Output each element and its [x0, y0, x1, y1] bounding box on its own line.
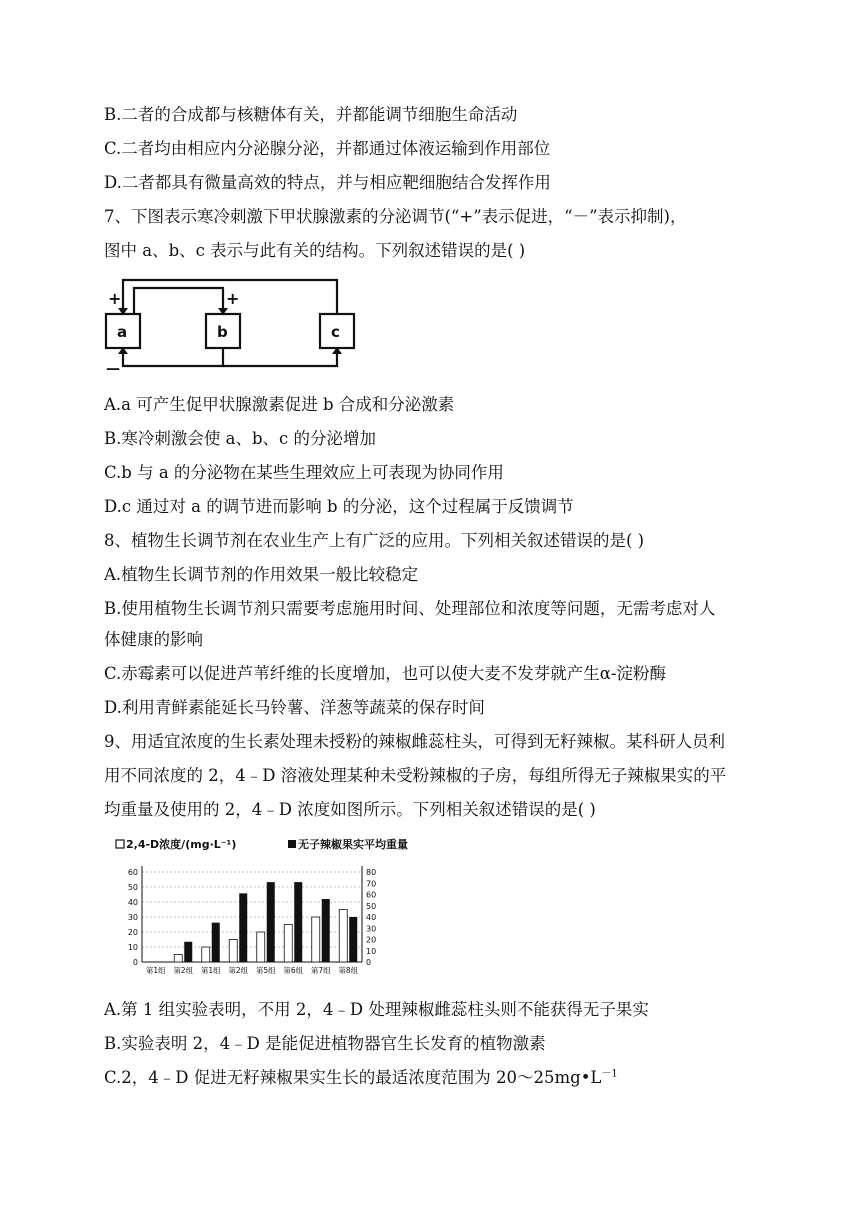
- bar-weight: [239, 893, 247, 962]
- diagram-svg: [100, 274, 370, 378]
- left-tick-label: 50: [127, 883, 138, 892]
- right-tick-label: 60: [366, 890, 377, 900]
- legend-swatch-concentration: [116, 840, 124, 848]
- option-line: B.寒冷刺激会使 a、b、c 的分泌增加: [104, 429, 377, 448]
- b-to-c-line: [223, 352, 337, 366]
- bar-concentration: [339, 910, 347, 963]
- left-tick-label: 60: [127, 868, 138, 877]
- x-tick-label: 第2组: [173, 966, 194, 975]
- legend-label-weight: 无子辣椒果实平均重量: [298, 838, 408, 851]
- x-tick-label: 第5组: [255, 966, 276, 975]
- plus-sign-b: +: [226, 289, 240, 308]
- x-tick-label: 第8组: [338, 966, 359, 975]
- option-line: C.赤霉素可以促进芦苇纤维的长度增加，也可以使大麦不发芽就产生α-淀粉酶: [104, 664, 666, 683]
- option-line: A.a 可产生促甲状腺激素促进 b 合成和分泌激素: [104, 395, 455, 414]
- bar-weight: [212, 923, 220, 962]
- x-tick-label: 第1组: [145, 966, 166, 975]
- option-line: D.c 通过对 a 的调节进而影响 b 的分泌，这个过程属于反馈调节: [104, 497, 574, 516]
- x-tick-label: 第7组: [310, 966, 331, 975]
- option-line: D.利用青鲜素能延长马铃薯、洋葱等蔬菜的保存时间: [104, 698, 485, 717]
- right-tick-label: 30: [366, 924, 377, 934]
- bar-concentration: [312, 917, 320, 962]
- option-line: C.b 与 a 的分泌物在某些生理效应上可表现为协同作用: [104, 463, 504, 482]
- right-tick-label: 70: [366, 879, 377, 889]
- legend-swatch-weight: [288, 840, 296, 848]
- bar-concentration: [174, 955, 182, 963]
- a-to-b-arrow: [134, 288, 223, 314]
- right-tick-label: 40: [366, 913, 377, 922]
- question-7-stem: 图中 a、b、c 表示与此有关的结构。下列叙述错误的是( ): [104, 241, 526, 260]
- left-tick-label: 0: [132, 958, 138, 967]
- bar-weight: [349, 917, 357, 962]
- left-tick-label: 20: [127, 928, 138, 937]
- option-line: B.二者的合成都与核糖体有关，并都能调节细胞生命活动: [104, 105, 518, 124]
- bar-concentration: [257, 932, 265, 962]
- bar-concentration: [284, 925, 292, 963]
- left-tick-label: 10: [127, 943, 138, 952]
- chart-svg: [110, 830, 446, 980]
- right-tick-label: 10: [366, 946, 377, 956]
- x-tick-label: 第1组: [200, 966, 221, 975]
- left-tick-label: 30: [127, 913, 138, 922]
- x-tick-label: 第6组: [283, 966, 304, 975]
- label-a: a: [117, 323, 128, 341]
- bar-concentration: [229, 940, 237, 963]
- minus-sign: —: [106, 361, 120, 377]
- option-line: C.二者均由相应内分泌腺分泌，并都通过体液运输到作用部位: [104, 139, 551, 158]
- legend-label-concentration: 2,4-D浓度/(mg·L⁻¹): [126, 838, 237, 851]
- right-tick-label: 80: [366, 868, 377, 877]
- question-9-stem: 9、用适宜浓度的生长素处理未授粉的辣椒雌蕊柱头，可得到无籽辣椒。某科研人员利: [104, 732, 725, 751]
- option-line: [104, 1067, 618, 1089]
- option-line: D.二者都具有微量高效的特点，并与相应靶细胞结合发挥作用: [104, 173, 551, 192]
- question-9-stem: 均重量及使用的 2，4﹣D 浓度如图所示。下列相关叙述错误的是( ): [104, 800, 596, 819]
- b-to-a-arrow: [123, 348, 223, 366]
- superscript: －1: [601, 1068, 618, 1080]
- question-9-stem: 用不同浓度的 2，4﹣D 溶液处理某种未受粉辣椒的子房，每组所得无子辣椒果实的平: [104, 766, 727, 785]
- option-text: C.2，4﹣D 促进无籽辣椒果实生长的最适浓度范围为 20～25mg•L: [104, 1068, 602, 1087]
- label-b: b: [217, 323, 228, 341]
- question-8-stem: 8、植物生长调节剂在农业生产上有广泛的应用。下列相关叙述错误的是( ): [104, 531, 645, 550]
- option-line: 体健康的影响: [104, 630, 203, 649]
- bar-weight: [294, 882, 302, 962]
- left-tick-label: 40: [127, 898, 138, 907]
- option-line: A.植物生长调节剂的作用效果一般比较稳定: [104, 565, 419, 584]
- right-tick-label: 20: [366, 935, 377, 945]
- question-7-stem: 7、下图表示寒冷刺激下甲状腺激素的分泌调节(“+”表示促进，“－”表示抑制)，: [104, 207, 687, 226]
- bar-concentration: [202, 947, 210, 962]
- bar-weight: [322, 899, 330, 962]
- right-tick-label: 50: [366, 901, 377, 911]
- label-c: c: [331, 323, 340, 341]
- plus-sign-a: +: [108, 289, 122, 308]
- option-line: B.实验表明 2，4﹣D 是能促进植物器官生长发育的植物激素: [104, 1034, 546, 1053]
- x-tick-label: 第2组: [228, 966, 249, 975]
- bar-weight: [267, 882, 275, 962]
- bar-weight: [184, 942, 192, 962]
- right-tick-label: 0: [366, 958, 372, 967]
- hormone-regulation-diagram: [100, 274, 370, 378]
- option-line: A.第 1 组实验表明，不用 2，4﹣D 处理辣椒雌蕊柱头则不能获得无子果实: [104, 1000, 649, 1019]
- option-line: B.使用植物生长调节剂只需要考虑施用时间、处理部位和浓度等问题，无需考虑对人: [104, 599, 716, 618]
- bar-chart: [110, 830, 446, 980]
